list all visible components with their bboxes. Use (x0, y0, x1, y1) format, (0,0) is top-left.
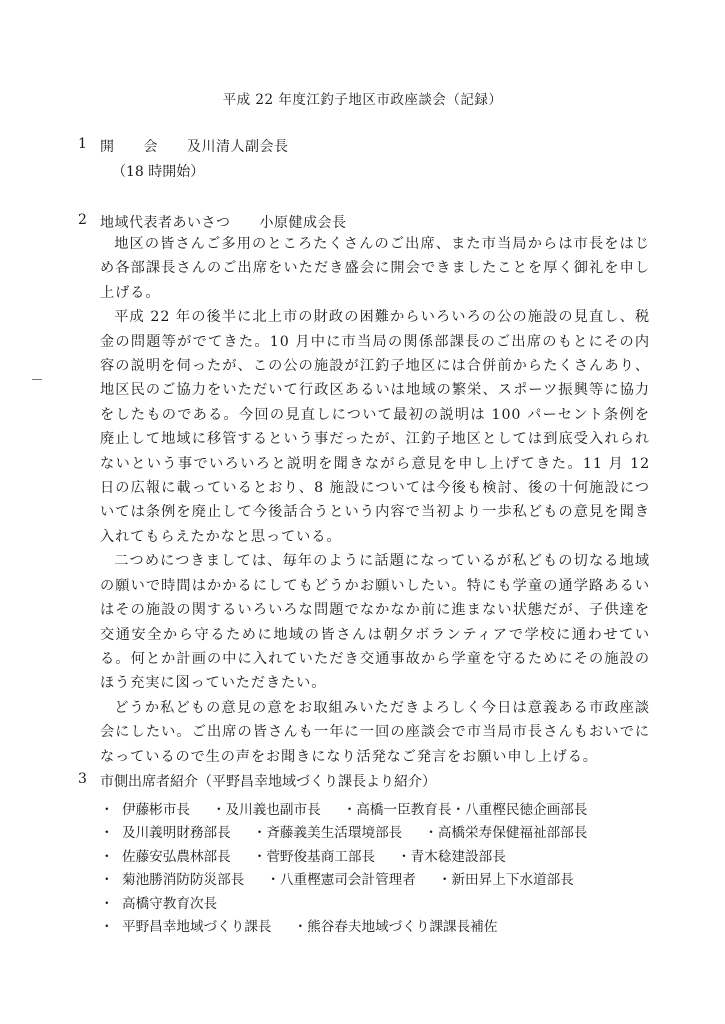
attendee-row (100, 867, 660, 891)
section-2-heading: 地域代表者あいさつ 小原健成会長 (100, 215, 347, 231)
attendee-row (100, 820, 660, 844)
attendee: ・熊谷春夫地域づくり課課長補佐 (293, 919, 498, 936)
section-3-heading: 市側出席者紹介（平野昌幸地域づくり課長より紹介） (100, 774, 436, 790)
bullet: ・ (100, 848, 114, 865)
bullet: ・ (100, 801, 114, 818)
attendee: ・高橋栄寿保健福祉部部長 (424, 825, 588, 842)
attendee: 平野昌幸地域づくり課長 (122, 919, 272, 936)
attendee-row (100, 914, 660, 938)
attendee-row (100, 890, 660, 914)
attendee: 及川義明財務部長 (122, 825, 231, 842)
greeting-body (100, 232, 650, 769)
greeting-paragraph: 二つめにつきましては、毎年のように話題になっているが私どもの切なる地域の願いで時間はかかるにしてもどうかお願いしたい。特にも学童の通学路あるいはその施設の関するいろいろな問題でなかなか前に進まない状態だが、子供達を交通安全から守るために地域の皆さんは朝夕ボランティアで学校に通わせている。何とか計画の中に入れていただき交通事故から学童を守るためにその施設のほう充実に図っていただきたい。 (100, 553, 650, 692)
section-1-heading: 開 会 及川清人副会長 (100, 139, 289, 155)
attendee: ・菅野俊基商工部長 (252, 848, 376, 865)
bullet: ・ (100, 895, 114, 912)
attendee: ・新田昇上下水道部長 (437, 872, 574, 889)
attendee: 伊藤彬市長 (122, 801, 190, 818)
greeting-paragraph: 地区の皆さんご多用のところたくさんのご出席、また市当局からは市長をはじめ各部課長さんのご出席をいただき盛会に開会できましたことを厚く御礼を申し上げる。 (100, 236, 650, 301)
attendee-row (100, 796, 660, 820)
attendee: ・高橋一臣教育長・八重樫民徳企画部長 (342, 801, 588, 818)
attendee: 高橋守教育次長 (122, 895, 218, 912)
attendee: 佐藤安弘農林部長 (122, 848, 231, 865)
bullet: ・ (100, 872, 114, 889)
section-1-start-time: （18 時開始） (112, 164, 205, 180)
attendee: ・八重樫憲司会計管理者 (266, 872, 416, 889)
greeting-paragraph: 平成 22 年の後半に北上市の財政の困難からいろいろの公の施設の見直し、税金の問題等がでてきた。10 月中に市当局の関係部課長のご出席のもとにその内容の説明を伺ったが、この公の施設が江釣子地区には合併前からたくさんあり、地区民のご協力をいただいて行政区あるいは地域の繁栄、スポーツ振興等に協力をしたものである。今回の見直しについて最初の説明は 100 パーセント条例を廃止して地域に移管するという事だったが、江釣子地区としては到底受入れられないという事でいろいろと説明を聞きながら意見を申し上げてきた。11 月 12 日の広報に載っているとおり、8 施設については今後も検討、後の十何施設については条例を廃止して今後話合うという内容で当初より一歩私どもの意見を聞き入れてもらえたかなと思っている。 (100, 309, 650, 545)
attendee: 菊池勝消防防災部長 (122, 872, 245, 889)
attendee: ・青木稔建設部長 (397, 848, 506, 865)
section-2-number: 2 (78, 212, 87, 228)
section-3-number: 3 (78, 771, 87, 787)
section-1-number: 1 (78, 136, 87, 152)
greeting-paragraph: どうか私どもの意見の意をお取組みいただきよろしく今日は意義ある市政座談会にしたい。ご出席の皆さんも一年に一回の座談会で市当局市長さんもおいでになっているので生の声をお聞きになり活発なご発言をお願い申し上げる。 (100, 699, 650, 765)
attendee: ・斉藤義美生活環境部長 (252, 825, 403, 842)
attendee-row (100, 843, 660, 867)
attendee-list (100, 796, 660, 937)
scan-mark (32, 379, 42, 380)
bullet: ・ (100, 825, 114, 842)
bullet: ・ (100, 919, 114, 936)
attendee: ・及川義也副市長 (211, 801, 321, 818)
document-title: 平成 22 年度江釣子地区市政座談会（記録） (222, 92, 503, 108)
